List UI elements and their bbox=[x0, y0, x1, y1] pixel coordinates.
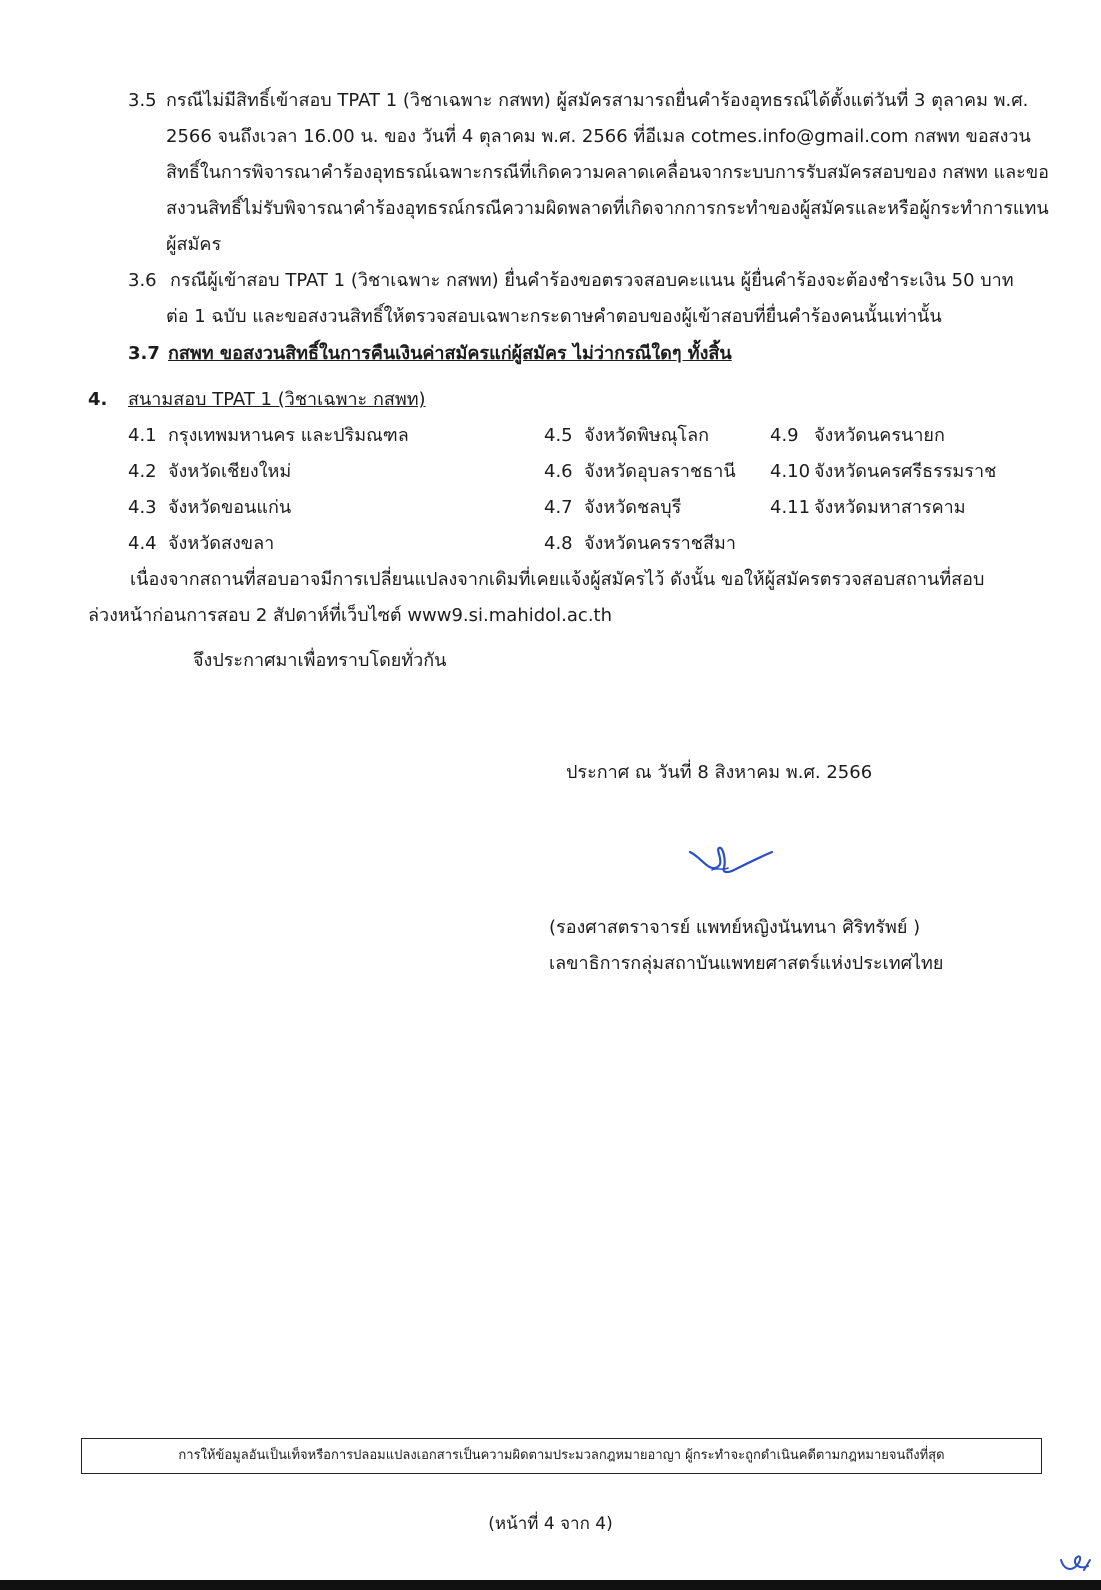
venue-name: จังหวัดมหาสารคาม bbox=[814, 497, 966, 518]
venue-item bbox=[544, 460, 736, 484]
item-3-5-line-5: ผู้สมัคร bbox=[166, 234, 222, 255]
exam-site-note-line-2: ล่วงหน้าก่อนการสอบ 2 สัปดาห์ที่เว็บไซต์ www9.si.mahidol.ac.th bbox=[88, 605, 613, 626]
page-number: (หน้าที่ 4 จาก 4) bbox=[488, 1514, 613, 1534]
venue-item bbox=[128, 496, 291, 520]
venue-name: จังหวัดสงขลา bbox=[168, 533, 275, 554]
venue-item bbox=[128, 460, 291, 484]
venue-number: 4.7 bbox=[544, 497, 573, 518]
venue-name: กรุงเทพมหานคร และปริมณฑล bbox=[168, 425, 409, 446]
venue-name: จังหวัดนครราชสีมา bbox=[584, 533, 736, 554]
signature-mark bbox=[686, 840, 776, 885]
venue-name: จังหวัดขอนแก่น bbox=[168, 497, 292, 518]
section-4-number: 4. bbox=[88, 389, 108, 410]
venue-name: จังหวัดเชียงใหม่ bbox=[168, 461, 292, 482]
venue-item bbox=[544, 532, 736, 556]
item-3-5-line-3: สิทธิ์ในการพิจารณาคำร้องอุทธรณ์เฉพาะกรณีที่เกิดความคลาดเคลื่อนจากระบบการรับสมัครสอบของ กสพท และขอ bbox=[166, 162, 1049, 183]
venue-item bbox=[544, 424, 709, 448]
exam-site-note-line-1: เนื่องจากสถานที่สอบอาจมีการเปลี่ยนแปลงจากเดิมที่เคยแจ้งผู้สมัครไว้ ดังนั้น ขอให้ผู้สมัครตรวจสอบสถานที่สอบ bbox=[130, 569, 985, 590]
section-4-heading: สนามสอบ TPAT 1 (วิชาเฉพาะ กสพท) bbox=[128, 389, 426, 410]
bottom-edge-bar bbox=[0, 1580, 1101, 1590]
item-3-5-line-4: สงวนสิทธิ์ไม่รับพิจารณาคำร้องอุทธรณ์กรณีความผิดพลาดที่เกิดจากการกระทำของผู้สมัครและหรือผู้กระทำการแทน bbox=[166, 198, 1049, 219]
venue-item bbox=[544, 496, 681, 520]
venue-number: 4.11 bbox=[770, 497, 811, 518]
signatory-position: เลขาธิการกลุ่มสถาบันแพทยศาสตร์แห่งประเทศไทย bbox=[549, 953, 944, 974]
venue-name: จังหวัดพิษณุโลก bbox=[584, 425, 710, 446]
venue-number: 4.5 bbox=[544, 425, 573, 446]
item-3-7-number: 3.7 bbox=[128, 343, 160, 364]
venue-name: จังหวัดนครนายก bbox=[814, 425, 945, 446]
item-3-6-number: 3.6 bbox=[128, 270, 157, 291]
item-3-6-line-1: กรณีผู้เข้าสอบ TPAT 1 (วิชาเฉพาะ กสพท) ยื่นคำร้องขอตรวจสอบคะแนน ผู้ยื่นคำร้องจะต้องชำระเงิน 50 บาท bbox=[170, 270, 1014, 291]
venue-item bbox=[128, 532, 274, 556]
venue-item bbox=[128, 424, 409, 448]
venue-name: จังหวัดนครศรีธรรมราช bbox=[814, 461, 997, 482]
venue-number: 4.2 bbox=[128, 461, 157, 482]
venue-number: 4.1 bbox=[128, 425, 157, 446]
legal-warning-text: การให้ข้อมูลอันเป็นเท็จหรือการปลอมแปลงเอกสารเป็นความผิดตามประมวลกฎหมายอาญา ผู้กระทำจะถูกดำเนินคดีตามกฎหมายจนถึงที่สุด bbox=[178, 1448, 945, 1463]
venue-item bbox=[770, 496, 966, 520]
venue-number: 4.8 bbox=[544, 533, 573, 554]
venue-name: จังหวัดอุบลราชธานี bbox=[584, 461, 736, 482]
announcement-date: ประกาศ ณ วันที่ 8 สิงหาคม พ.ศ. 2566 bbox=[566, 762, 873, 783]
venue-number: 4.6 bbox=[544, 461, 573, 482]
venue-name: จังหวัดชลบุรี bbox=[584, 497, 682, 518]
closing-statement: จึงประกาศมาเพื่อทราบโดยทั่วกัน bbox=[193, 650, 447, 671]
item-3-7-text: กสพท ขอสงวนสิทธิ์ในการคืนเงินค่าสมัครแก่ผู้สมัคร ไม่ว่ากรณีใดๆ ทั้งสิ้น bbox=[168, 343, 732, 364]
item-3-5-line-2: 2566 จนถึงเวลา 16.00 น. ของ วันที่ 4 ตุลาคม พ.ศ. 2566 ที่อีเมล cotmes.info@gmail.com กสพท ขอสงวน bbox=[166, 126, 1031, 147]
initials-mark bbox=[1058, 1550, 1098, 1576]
venue-number: 4.9 bbox=[770, 425, 799, 446]
item-3-5-line-1: กรณีไม่มีสิทธิ์เข้าสอบ TPAT 1 (วิชาเฉพาะ กสพท) ผู้สมัครสามารถยื่นคำร้องอุทธรณ์ได้ตั้งแต่วันที่ 3 ตุลาคม พ.ศ. bbox=[166, 90, 1029, 111]
venue-number: 4.10 bbox=[770, 461, 811, 482]
venue-item bbox=[770, 460, 996, 484]
signatory-name: (รองศาสตราจารย์ แพทย์หญิงนันทนา ศิริทรัพย์ ) bbox=[549, 917, 921, 938]
venue-item bbox=[770, 424, 945, 448]
legal-warning-box bbox=[81, 1438, 1042, 1474]
venue-number: 4.3 bbox=[128, 497, 157, 518]
venue-number: 4.4 bbox=[128, 533, 157, 554]
item-3-6-line-2: ต่อ 1 ฉบับ และขอสงวนสิทธิ์ให้ตรวจสอบเฉพาะกระดาษคำตอบของผู้เข้าสอบที่ยื่นคำร้องคนนั้นเท่านั้น bbox=[166, 306, 942, 327]
item-3-5-number: 3.5 bbox=[128, 90, 157, 111]
